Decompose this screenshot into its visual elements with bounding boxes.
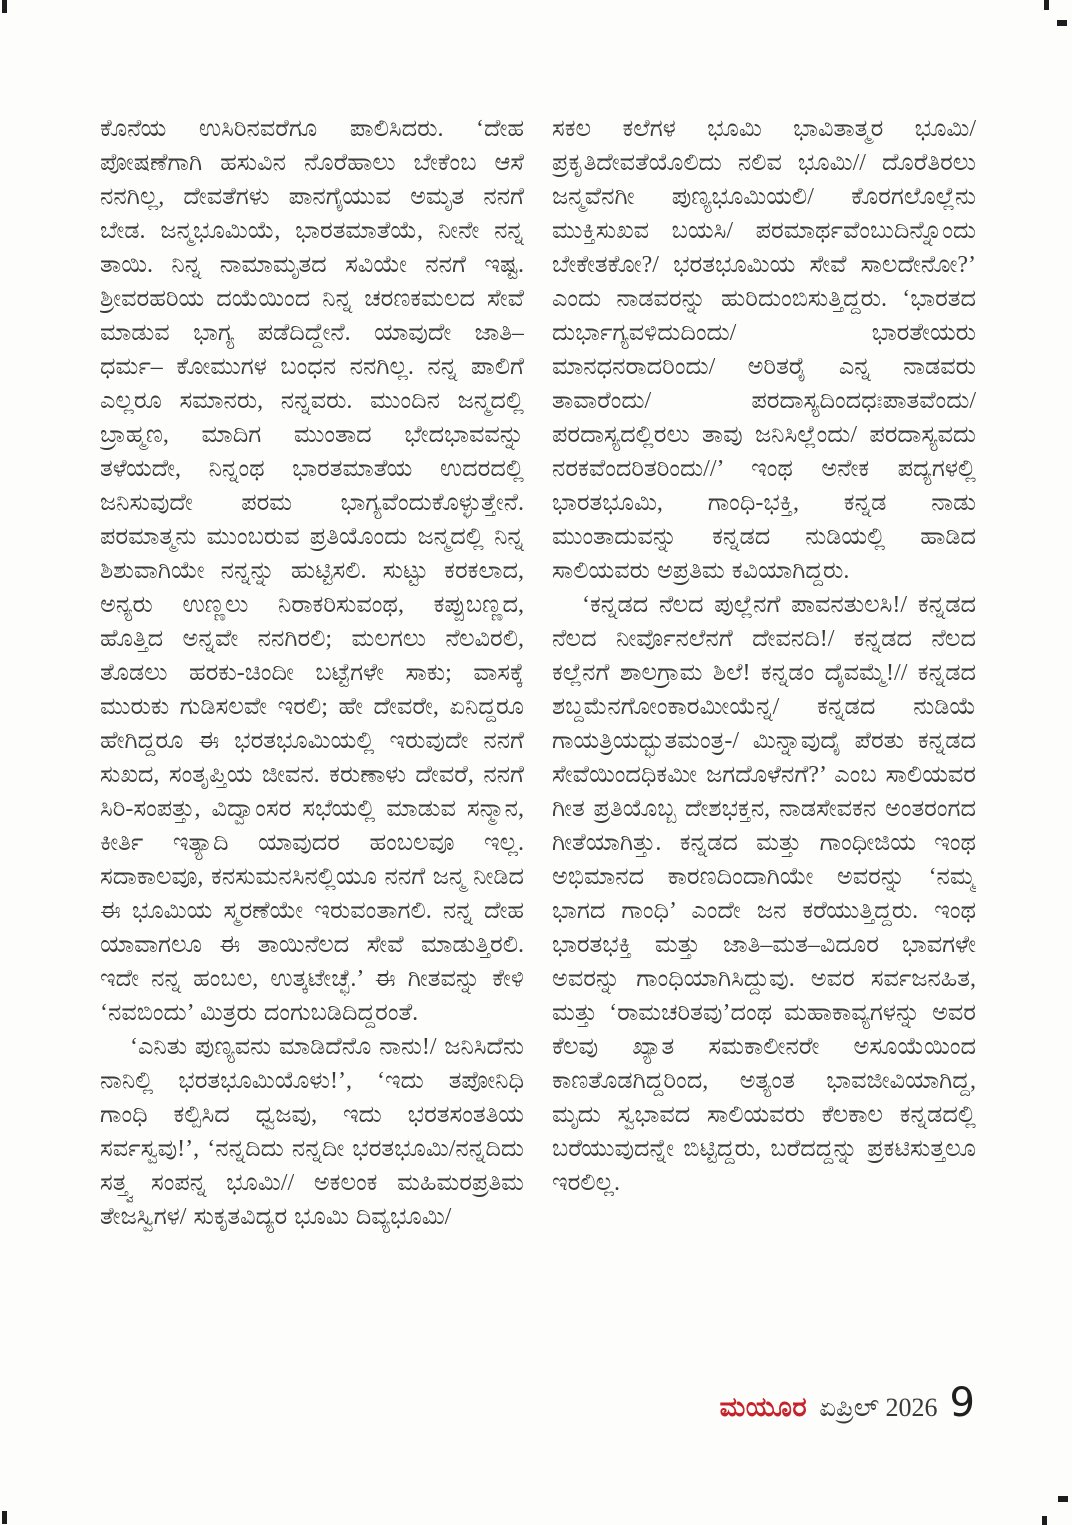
crop-mark-bottom-right-vertical xyxy=(1042,1516,1047,1525)
article-body xyxy=(100,112,976,1384)
crop-mark-bottom-right-horizontal xyxy=(1058,1496,1068,1502)
crop-mark-top-right-vertical xyxy=(1044,0,1049,10)
issue-date: ಏಪ್ರಿಲ್ 2026 xyxy=(819,1393,938,1422)
article-paragraph: ‘ಕನ್ನಡದ ನೆಲದ ಪುಲ್ಲೆನಗೆ ಪಾವನತುಲಸಿ!/ ಕನ್ನಡದ ನೆಲದ ನೀರ್ವೊನಲೆನಗೆ ದೇವನದಿ!/ ಕನ್ನಡದ ನೆಲದ ಕಲ್ಲೆನಗೆ ಶಾಲಗ್ರಾಮ ಶಿಲೆ! ಕನ್ನಡಂ ದೈವಮ್ಮೆ!// ಕನ್ನಡದ ಶಬ್ದಮೆನಗೋಂಕಾರಮೀಯೆನ್ನ/ ಕನ್ನಡದ ನುಡಿಯೆ ಗಾಯತ್ರಿಯದ್ಭುತಮಂತ್ರ-/ ಮಿನ್ನಾವುದೈ ಪೆರತು ಕನ್ನಡದ ಸೇವೆಯಿಂದಧಿಕಮೀ ಜಗದೊಳೆನಗೆ?’ ಎಂಬ ಸಾಲಿಯವರ ಗೀತ ಪ್ರತಿಯೊಬ್ಬ ದೇಶಭಕ್ತನ, ನಾಡಸೇವಕನ ಅಂತರಂಗದ ಗೀತೆಯಾಗಿತ್ತು. ಕನ್ನಡದ ಮತ್ತು ಗಾಂಧೀಜಿಯ ಇಂಥ ಅಭಿಮಾನದ ಕಾರಣದಿಂದಾಗಿಯೇ ಅವರನ್ನು ‘ನಮ್ಮ ಭಾಗದ ಗಾಂಧಿ’ ಎಂದೇ ಜನ ಕರೆಯುತ್ತಿದ್ದರು. ಇಂಥ ಭಾರತಭಕ್ತಿ ಮತ್ತು ಜಾತಿ–ಮತ–ವಿದೂರ ಭಾವಗಳೇ ಅವರನ್ನು ಗಾಂಧಿಯಾಗಿಸಿದ್ದುವು. ಅವರ ಸರ್ವಜನಹಿತ, ಮತ್ತು ‘ರಾಮಚರಿತವು’ದಂಥ ಮಹಾಕಾವ್ಯಗಳನ್ನು ಅವರ ಕೆಲವು ಖ್ಯಾತ ಸಮಕಾಲೀನರೇ ಅಸೂಯೆಯಿಂದ ಕಾಣತೊಡಗಿದ್ದರಿಂದ, ಅತ್ಯಂತ ಭಾವಜೀವಿಯಾಗಿದ್ದ, ಮೃದು ಸ್ವಭಾವದ ಸಾಲಿಯವರು ಕೆಲಕಾಲ ಕನ್ನಡದಲ್ಲಿ ಬರೆಯುವುದನ್ನೇ ಬಿಟ್ಟಿದ್ದರು, ಬರೆದದ್ದನ್ನು ಪ್ರಕಟಿಸುತ್ತಲೂ ಇರಲಿಲ್ಲ. xyxy=(552,592,976,1196)
page-footer xyxy=(719,1380,975,1426)
crop-mark-top-right-horizontal xyxy=(1057,20,1067,26)
article-paragraph: ಕೊನೆಯ ಉಸಿರಿನವರೆಗೂ ಪಾಲಿಸಿದರು. ‘ದೇಹ ಪೋಷಣೆಗಾಗಿ ಹಸುವಿನ ನೊರೆಹಾಲು ಬೇಕೆಂಬ ಆಸೆ ನನಗಿಲ್ಲ, ದೇವತೆಗಳು ಪಾನಗೈಯುವ ಅಮೃತ ನನಗೆ ಬೇಡ. ಜನ್ಮಭೂಮಿಯೆ, ಭಾರತಮಾತೆಯೆ, ನೀನೇ ನನ್ನ ತಾಯಿ. ನಿನ್ನ ನಾಮಾಮೃತದ ಸವಿಯೇ ನನಗೆ ಇಷ್ಟ. ಶ್ರೀವರಹರಿಯ ದಯೆಯಿಂದ ನಿನ್ನ ಚರಣಕಮಲದ ಸೇವೆ ಮಾಡುವ ಭಾಗ್ಯ ಪಡೆದಿದ್ದೇನೆ. ಯಾವುದೇ ಜಾತಿ– ಧರ್ಮ– ಕೋಮುಗಳ ಬಂಧನ ನನಗಿಲ್ಲ. ನನ್ನ ಪಾಲಿಗೆ ಎಲ್ಲರೂ ಸಮಾನರು, ನನ್ನವರು. ಮುಂದಿನ ಜನ್ಮದಲ್ಲಿ ಬ್ರಾಹ್ಮಣ, ಮಾದಿಗ ಮುಂತಾದ ಭೇದಭಾವವನ್ನು ತಳೆಯದೇ, ನಿನ್ನಂಥ ಭಾರತಮಾತೆಯ ಉದರದಲ್ಲಿ ಜನಿಸುವುದೇ ಪರಮ ಭಾಗ್ಯವೆಂದುಕೊಳ್ಳುತ್ತೇನೆ. ಪರಮಾತ್ಮನು ಮುಂಬರುವ ಪ್ರತಿಯೊಂದು ಜನ್ಮದಲ್ಲಿ ನಿನ್ನ ಶಿಶುವಾಗಿಯೇ ನನ್ನನ್ನು ಹುಟ್ಟಿಸಲಿ. ಸುಟ್ಟು ಕರಕಲಾದ, ಅನ್ಯರು ಉಣ್ಣಲು ನಿರಾಕರಿಸುವಂಥ, ಕಪ್ಪುಬಣ್ಣದ, ಹೊತ್ತಿದ ಅನ್ನವೇ ನನಗಿರಲಿ; ಮಲಗಲು ನೆಲವಿರಲಿ, ತೊಡಲು ಹರಕು-ಚಿಂದೀ ಬಟ್ಟೆಗಳೇ ಸಾಕು; ವಾಸಕ್ಕೆ ಮುರುಕು ಗುಡಿಸಲವೇ ಇರಲಿ; ಹೇ ದೇವರೇ, ಏನಿದ್ದರೂ ಹೇಗಿದ್ದರೂ ಈ ಭರತಭೂಮಿಯಲ್ಲಿ ಇರುವುದೇ ನನಗೆ ಸುಖದ, ಸಂತೃಪ್ತಿಯ ಜೀವನ. ಕರುಣಾಳು ದೇವರೆ, ನನಗೆ ಸಿರಿ-ಸಂಪತ್ತು, ವಿದ್ವಾಂಸರ ಸಭೆಯಲ್ಲಿ ಮಾಡುವ ಸನ್ಮಾನ, ಕೀರ್ತಿ ಇತ್ಯಾದಿ ಯಾವುದರ ಹಂಬಲವೂ ಇಲ್ಲ. ಸದಾಕಾಲವೂ, ಕನಸುಮನಸಿನಲ್ಲಿಯೂ ನನಗೆ ಜನ್ಮ ನೀಡಿದ ಈ ಭೂಮಿಯ ಸ್ಮರಣೆಯೇ ಇರುವಂತಾಗಲಿ. ನನ್ನ ದೇಹ ಯಾವಾಗಲೂ ಈ ತಾಯಿನೆಲದ ಸೇವೆ ಮಾಡುತ್ತಿರಲಿ. ಇದೇ ನನ್ನ ಹಂಬಲ, ಉತ್ಕಟೇಚ್ಛೆ.’ ಈ ಗೀತವನ್ನು ಕೇಳಿ ‘ನವಬಿಂದು’ ಮಿತ್ರರು ದಂಗುಬಡಿದಿದ್ದರಂತೆ. xyxy=(100,116,524,1026)
article-paragraph: ಸಕಲ ಕಲೆಗಳ ಭೂಮಿ ಭಾವಿತಾತ್ಮರ ಭೂಮಿ/ ಪ್ರಕೃತಿದೇವತೆಯೊಲಿದು ನಲಿವ ಭೂಮಿ// ದೊರೆತಿರಲು ಜನ್ಮವೆನಗೀ ಪುಣ್ಯಭೂಮಿಯಲಿ/ ಕೊರಗಲೊಲ್ಲೆನು ಮುಕ್ತಿಸುಖವ ಬಯಸಿ/ ಪರಮಾರ್ಥವೆಂಬುದಿನ್ನೊಂದು ಬೇಕೇತಕೋ?/ ಭರತಭೂಮಿಯ ಸೇವೆ ಸಾಲದೇನೋ?’ ಎಂದು ನಾಡವರನ್ನು ಹುರಿದುಂಬಿಸುತ್ತಿದ್ದರು. ‘ಭಾರತದ ದುರ್ಭಾಗ್ಯವಳಿದುದಿಂದು/ ಭಾರತೇಯರು ಮಾನಧನರಾದರಿಂದು/ ಅರಿತರೈ ಎನ್ನ ನಾಡವರು ತಾವಾರೆಂದು/ ಪರದಾಸ್ಯದಿಂದಧಃಪಾತವೆಂದು/ ಪರದಾಸ್ಯದಲ್ಲಿರಲು ತಾವು ಜನಿಸಿಲ್ಲೆಂದು/ ಪರದಾಸ್ಯವದು ನರಕವೆಂದರಿತರಿಂದು//’ ಇಂಥ ಅನೇಕ ಪದ್ಯಗಳಲ್ಲಿ ಭಾರತಭೂಮಿ, ಗಾಂಧಿ-ಭಕ್ತಿ, ಕನ್ನಡ ನಾಡು ಮುಂತಾದುವನ್ನು ಕನ್ನಡದ ನುಡಿಯಲ್ಲಿ ಹಾಡಿದ ಸಾಲಿಯವರು ಅಪ್ರತಿಮ ಕವಿಯಾಗಿದ್ದರು. xyxy=(552,116,976,584)
crop-mark-bottom-left xyxy=(2,1511,7,1524)
magazine-name: ಮಯೂರ xyxy=(719,1392,808,1422)
page-number: 9 xyxy=(949,1380,975,1426)
article-paragraph: ‘ಎನಿತು ಪುಣ್ಯವನು ಮಾಡಿದೆನೊ ನಾನು!/ ಜನಿಸಿದೆನು ನಾನಿಲ್ಲಿ ಭರತಭೂಮಿಯೊಳು!’, ‘ಇದು ತಪೋನಿಧಿ ಗಾಂಧಿ ಕಲ್ಪಿಸಿದ ಧ್ವಜವು, ಇದು ಭರತಸಂತತಿಯ ಸರ್ವಸ್ವವು!’, ‘ನನ್ನದಿದು ನನ್ನದೀ ಭರತಭೂಮಿ/ನನ್ನದಿದು ಸತ್ತ್ವ ಸಂಪನ್ನ ಭೂಮಿ// ಅಕಲಂಕ ಮಹಿಮರಪ್ರತಿಮ ತೇಜಸ್ವಿಗಳ/ ಸುಕೃತವಿದ್ಯರ ಭೂಮಿ ದಿವ್ಯಭೂಮಿ/ xyxy=(100,1034,524,1230)
left-column xyxy=(100,112,524,1384)
right-column xyxy=(552,112,976,1384)
crop-mark-top-left xyxy=(2,0,7,13)
